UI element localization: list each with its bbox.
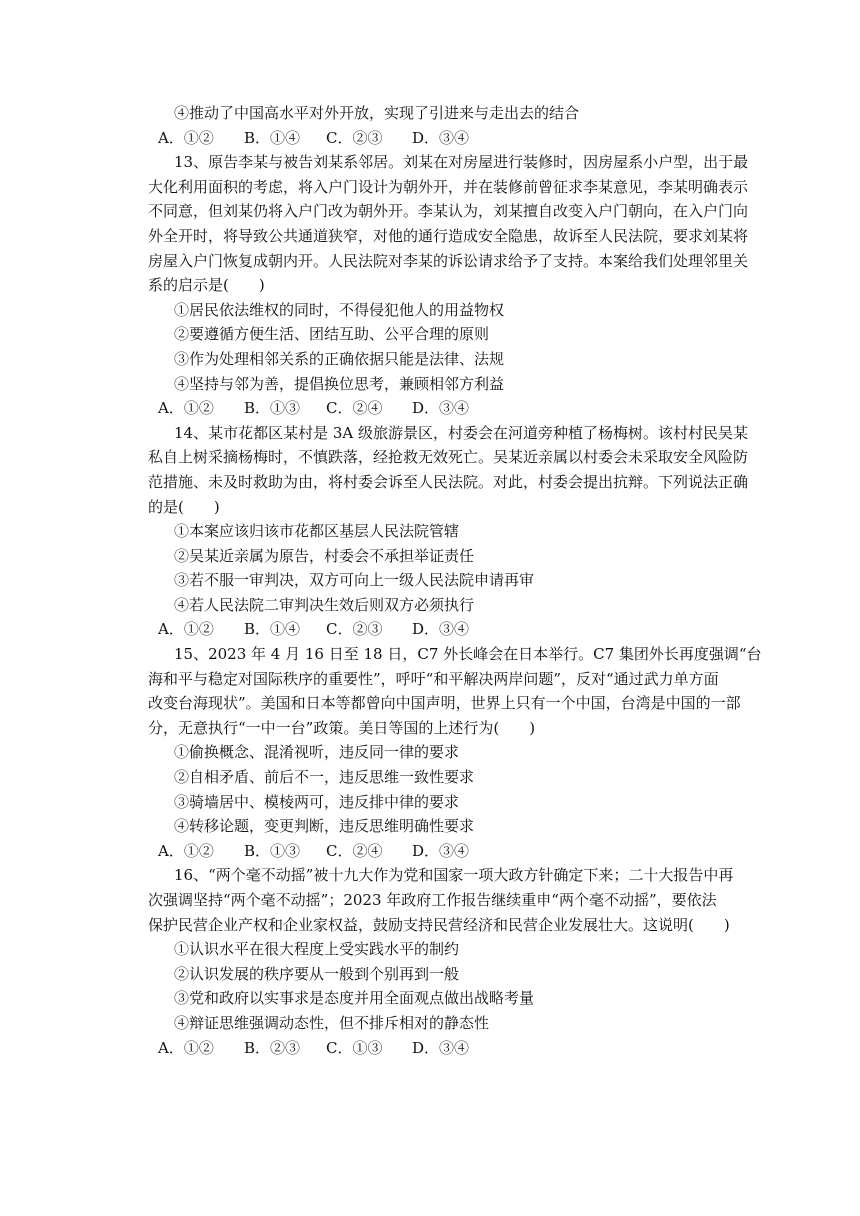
- question-stem-line: 13、原告李某与被告刘某系邻居。刘某在对房屋进行装修时，因房屋系小户型，出于最: [174, 153, 749, 172]
- question-stem-line: 16、“两个毫不动摇”被十九大作为党和国家一项大政方针确定下来；二十大报告中再: [174, 866, 734, 885]
- question-stem-line: 大化利用面积的考虑，将入户门设计为朝外开，并在装修前曾征求李某意见，李某明确表示: [148, 177, 749, 196]
- answer-b[interactable]: B．①③: [244, 399, 301, 418]
- option-line: ③若不服一审判决，双方可向上一级人民法院申请再审: [174, 571, 535, 590]
- option-line: ③作为处理相邻关系的正确依据只能是法律、法规: [174, 349, 505, 368]
- question-stem-line: 范措施、未及时救助为由，将村委会诉至人民法院。对此，村委会提出抗辩。下列说法正确: [148, 472, 749, 491]
- answer-a[interactable]: A．①②: [158, 620, 214, 639]
- option-line: ④辩证思维强调动态性，但不排斥相对的静态性: [174, 1013, 490, 1032]
- question-stem-line: 15、2023 年 4 月 16 日至 18 日，C7 外长峰会在日本举行。C7 集团外长再度强调“台: [174, 645, 762, 664]
- answer-choices: [148, 1036, 718, 1061]
- question-stem-line: 外全开时，将导致公共通道狭窄，对他的通行造成安全隐患，故诉至人民法院，要求刘某将: [148, 226, 749, 245]
- question-stem-line: 分，无意执行“一中一台”政策。美日等国的上述行为( ): [148, 718, 536, 737]
- answer-b[interactable]: B．①③: [244, 841, 301, 860]
- question-stem-line: 不同意，但刘某仍将入户门改为朝外开。李某认为，刘某擅自改变入户门朝向，在入户门向: [148, 202, 749, 221]
- question-stem-line: 海和平与稳定对国际秩序的重要性”，呼吁“和平解决两岸问题”，反对“通过武力单方面: [148, 669, 719, 688]
- option-line: ②吴某近亲属为原告，村委会不承担举证责任: [174, 546, 475, 565]
- answer-choices: [148, 126, 718, 151]
- question-stem-line: 保护民营企业产权和企业家权益，鼓励支持民营经济和民营企业发展壮大。这说明( ): [148, 915, 730, 934]
- option-line: ③党和政府以实事求是态度并用全面观点做出战略考量: [174, 989, 535, 1008]
- question-stem-line: 改变台海现状”。美国和日本等都曾向中国声明，世界上只有一个中国，台湾是中国的一部: [148, 694, 741, 713]
- option-line: ②认识发展的秩序要从一般到个别再到一般: [174, 964, 460, 983]
- answer-choices: [148, 839, 718, 864]
- option-line: ①偷换概念、混淆视听，违反同一律的要求: [174, 743, 460, 762]
- question-13: [148, 150, 749, 421]
- option-line: ④转移论题，变更判断，违反思维明确性要求: [174, 817, 475, 836]
- option-line: ①本案应该归该市花都区基层人民法院管辖: [174, 522, 460, 541]
- answer-b[interactable]: B．①④: [244, 620, 301, 639]
- question-stem-line: 私自上树采摘杨梅时，不慎跌落，经抢救无效死亡。吴某近亲属以村委会未采取安全风险防: [148, 448, 749, 467]
- answer-choices: [148, 617, 718, 642]
- answer-c[interactable]: C．②④: [326, 841, 383, 860]
- option-line: ②自相矛盾、前后不一，违反思维一致性要求: [174, 768, 475, 787]
- question-12-tail: [148, 101, 718, 150]
- option-line: ④推动了中国高水平对外开放，实现了引进来与走出去的结合: [174, 104, 580, 122]
- option-line: ①认识水平在很大程度上受实践水平的制约: [174, 940, 460, 959]
- answer-d[interactable]: D．③④: [412, 399, 470, 418]
- exam-page: [148, 101, 762, 1060]
- question-16: [148, 863, 734, 1060]
- option-line: ①居民依法维权的同时，不得侵犯他人的用益物权: [174, 300, 505, 319]
- answer-a[interactable]: A．①②: [158, 1038, 214, 1057]
- question-stem-line: 次强调坚持“两个毫不动摇”；2023 年政府工作报告继续重申“两个毫不动摇”，要依法: [148, 891, 717, 909]
- answer-a[interactable]: A．①②: [158, 128, 214, 147]
- answer-b[interactable]: B．②③: [244, 1038, 301, 1057]
- question-stem-line: 14、某市花都区某村是 3A 级旅游景区，村委会在河道旁种植了杨梅树。该村村民吴某: [174, 423, 749, 442]
- question-14: [148, 421, 749, 642]
- option-line: ④若人民法院二审判决生效后则双方必须执行: [174, 595, 475, 614]
- answer-d[interactable]: D．③④: [412, 1038, 470, 1057]
- answer-c[interactable]: C．②④: [326, 399, 383, 418]
- question-stem-line: 的是( ): [148, 497, 220, 516]
- answer-c[interactable]: C．②③: [326, 620, 383, 639]
- answer-b[interactable]: B．①④: [244, 128, 301, 147]
- question-15: [148, 642, 762, 863]
- answer-d[interactable]: D．③④: [412, 841, 470, 860]
- answer-d[interactable]: D．③④: [412, 620, 470, 639]
- option-line: ④坚持与邻为善，提倡换位思考，兼顾相邻方利益: [174, 374, 505, 393]
- option-line: ②要遵循方便生活、团结互助、公平合理的原则: [174, 325, 490, 344]
- question-stem-line: 系的启示是( ): [148, 276, 265, 295]
- answer-c[interactable]: C．②③: [326, 128, 383, 147]
- option-line: ③骑墙居中、模棱两可，违反排中律的要求: [174, 792, 460, 811]
- question-stem-line: 房屋入户门恢复成朝内开。人民法院对李某的诉讼请求给予了支持。本案给我们处理邻里关: [148, 251, 749, 270]
- answer-c[interactable]: C．①③: [326, 1038, 383, 1057]
- answer-a[interactable]: A．①②: [158, 399, 214, 418]
- answer-choices: [148, 396, 718, 421]
- answer-d[interactable]: D．③④: [412, 128, 470, 147]
- answer-a[interactable]: A．①②: [158, 841, 214, 860]
